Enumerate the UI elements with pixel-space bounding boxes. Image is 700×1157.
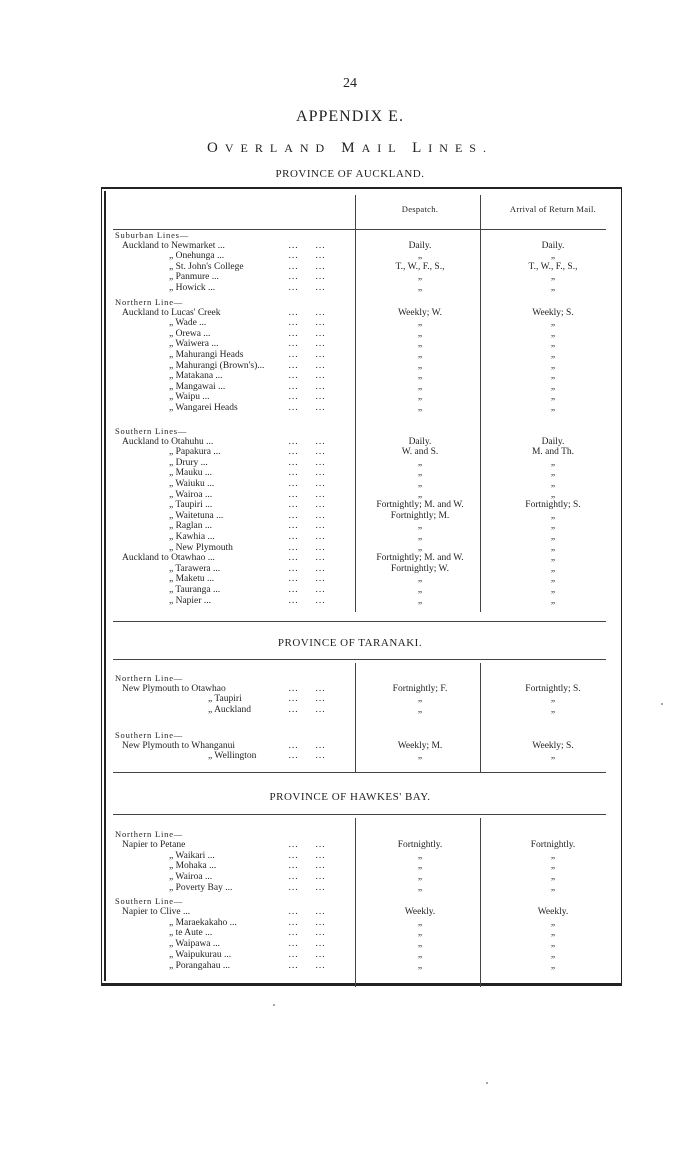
arrival-cell: „ bbox=[550, 960, 556, 971]
despatch-cell: „ bbox=[417, 283, 423, 293]
route-label: „ Waipukurau ... bbox=[169, 950, 232, 960]
arrival-cell: Weekly; S. bbox=[532, 307, 574, 318]
leader-dots: ... ... bbox=[288, 950, 326, 960]
leader-dots: ... ... bbox=[288, 553, 326, 564]
arrival-cell: Daily. bbox=[541, 240, 565, 251]
despatch-cell: „ bbox=[417, 939, 423, 950]
leader-dots: ... ... bbox=[288, 381, 326, 392]
route-label: Napier to Petane bbox=[122, 839, 186, 850]
route-label: „ Wellington bbox=[208, 751, 257, 762]
despatch-cell: „ bbox=[417, 489, 423, 500]
arrival-cell: Fortnightly. bbox=[530, 839, 576, 850]
leader-dots: ... ... bbox=[288, 939, 326, 950]
province-rule bbox=[113, 814, 606, 815]
route-label: „ Auckland bbox=[208, 705, 252, 716]
route-label: „ Waiuku ... bbox=[169, 479, 215, 489]
despatch-cell: Fortnightly; W. bbox=[390, 563, 450, 574]
route-label: „ Orewa ... bbox=[169, 328, 211, 339]
despatch-cell: „ bbox=[417, 339, 423, 350]
route-label: „ Mangawai ... bbox=[169, 381, 226, 392]
despatch-cell: Fortnightly; M. bbox=[390, 510, 450, 521]
scan-speck bbox=[661, 703, 663, 705]
leader-dots: ... ... bbox=[288, 371, 326, 382]
leader-dots: ... ... bbox=[288, 521, 326, 532]
route-label: „ Wangarei Heads bbox=[169, 403, 238, 413]
arrival-cell: „ bbox=[550, 751, 556, 762]
route-label: Napier to Clive ... bbox=[122, 906, 191, 917]
despatch-cell: „ bbox=[417, 272, 423, 283]
leader-dots: ... ... bbox=[288, 240, 326, 251]
route-label: „ Waipawa ... bbox=[169, 939, 221, 950]
leader-dots: ... ... bbox=[288, 906, 326, 917]
despatch-cell: „ bbox=[417, 595, 423, 606]
route-label: „ Porangahau ... bbox=[169, 960, 230, 971]
leader-dots: ... ... bbox=[288, 883, 326, 893]
route-label: „ Napier ... bbox=[169, 595, 211, 606]
route-label: „ Waipu ... bbox=[169, 392, 210, 403]
despatch-cell: „ bbox=[417, 928, 423, 939]
despatch-cell: Weekly. bbox=[404, 906, 436, 917]
despatch-cell: „ bbox=[417, 883, 423, 893]
arrival-cell: „ bbox=[550, 328, 556, 339]
leader-dots: ... ... bbox=[288, 694, 326, 705]
despatch-cell: „ bbox=[417, 521, 423, 532]
leader-dots: ... ... bbox=[288, 328, 326, 339]
leader-dots: ... ... bbox=[288, 283, 326, 293]
despatch-cell: Fortnightly; M. and W. bbox=[376, 500, 464, 511]
despatch-cell: „ bbox=[417, 479, 423, 489]
route-label: „ Onehunga ... bbox=[169, 251, 225, 262]
scan-speck bbox=[486, 1082, 488, 1084]
despatch-column-header: Despatch. bbox=[401, 204, 439, 214]
arrival-cell: „ bbox=[550, 872, 556, 883]
route-label: „ Mahurangi (Brown's)... bbox=[169, 360, 265, 371]
despatch-cell: „ bbox=[417, 360, 423, 371]
arrival-cell: „ bbox=[550, 542, 556, 553]
leader-dots: ... ... bbox=[288, 740, 326, 751]
despatch-cell: „ bbox=[417, 694, 423, 705]
route-label: Auckland to Newmarket ... bbox=[122, 240, 225, 251]
route-label: „ Mohaka ... bbox=[169, 861, 217, 872]
route-label: New Plymouth to Otawhao bbox=[122, 683, 226, 694]
arrival-column-header: Arrival of Return Mail. bbox=[509, 204, 597, 214]
route-label: „ Drury ... bbox=[169, 457, 208, 468]
leader-dots: ... ... bbox=[288, 872, 326, 883]
leader-dots: ... ... bbox=[288, 339, 326, 350]
despatch-cell: „ bbox=[417, 403, 423, 413]
route-label: „ Tauranga ... bbox=[169, 585, 221, 595]
arrival-cell: „ bbox=[550, 883, 556, 893]
leader-dots: ... ... bbox=[288, 251, 326, 262]
despatch-cell: Fortnightly; F. bbox=[392, 683, 448, 694]
despatch-cell: „ bbox=[417, 392, 423, 403]
despatch-cell: T., W., F., S., bbox=[395, 261, 445, 272]
province-rule bbox=[113, 772, 606, 773]
leader-dots: ... ... bbox=[288, 839, 326, 850]
despatch-cell: „ bbox=[417, 574, 423, 585]
leader-dots: ... ... bbox=[288, 392, 326, 403]
despatch-cell: Daily. bbox=[408, 240, 432, 251]
arrival-cell: „ bbox=[550, 360, 556, 371]
route-label: „ Howick ... bbox=[169, 283, 216, 293]
section-heading: Northern Line— bbox=[115, 829, 184, 839]
route-label: „ Kawhia ... bbox=[169, 532, 215, 542]
despatch-cell: „ bbox=[417, 705, 423, 716]
leader-dots: ... ... bbox=[288, 489, 326, 500]
arrival-cell: „ bbox=[550, 272, 556, 283]
section-heading: Northern Line— bbox=[115, 297, 184, 307]
route-label: „ Waitetuna ... bbox=[169, 510, 224, 521]
leader-dots: ... ... bbox=[288, 595, 326, 606]
arrival-cell: „ bbox=[550, 457, 556, 468]
despatch-cell: „ bbox=[417, 751, 423, 762]
section-heading: Southern Lines— bbox=[115, 426, 188, 436]
leader-dots: ... ... bbox=[288, 318, 326, 329]
arrival-cell: „ bbox=[550, 563, 556, 574]
despatch-cell: Fortnightly; M. and W. bbox=[376, 553, 464, 564]
arrival-cell: „ bbox=[550, 928, 556, 939]
route-label: „ Papakura ... bbox=[169, 447, 221, 458]
despatch-cell: „ bbox=[417, 585, 423, 595]
route-label: „ Mahurangi Heads bbox=[169, 350, 244, 360]
despatch-cell: Daily. bbox=[408, 436, 432, 447]
despatch-cell: „ bbox=[417, 532, 423, 542]
leader-dots: ... ... bbox=[288, 447, 326, 458]
province-heading: PROVINCE OF AUCKLAND. bbox=[275, 168, 425, 180]
leader-dots: ... ... bbox=[288, 574, 326, 585]
arrival-cell: „ bbox=[550, 392, 556, 403]
leader-dots: ... ... bbox=[288, 307, 326, 318]
route-label: „ Panmure ... bbox=[169, 272, 219, 283]
route-label: „ Maraekakaho ... bbox=[169, 917, 237, 928]
despatch-cell: „ bbox=[417, 350, 423, 360]
route-label: „ te Aute ... bbox=[169, 928, 213, 939]
leader-dots: ... ... bbox=[288, 436, 326, 447]
arrival-cell: „ bbox=[550, 251, 556, 262]
arrival-cell: „ bbox=[550, 403, 556, 413]
province-rule bbox=[113, 659, 606, 660]
scan-speck bbox=[273, 1004, 275, 1006]
arrival-cell: „ bbox=[550, 339, 556, 350]
leader-dots: ... ... bbox=[288, 751, 326, 762]
route-label: Auckland to Otawhao ... bbox=[122, 553, 215, 564]
despatch-cell: „ bbox=[417, 542, 423, 553]
leader-dots: ... ... bbox=[288, 500, 326, 511]
route-label: „ Taupiri ... bbox=[169, 500, 213, 511]
province-heading: PROVINCE OF TARANAKI. bbox=[277, 637, 423, 649]
leader-dots: ... ... bbox=[288, 479, 326, 489]
leader-dots: ... ... bbox=[288, 917, 326, 928]
column-rule bbox=[355, 195, 356, 612]
leader-dots: ... ... bbox=[288, 542, 326, 553]
arrival-cell: „ bbox=[550, 489, 556, 500]
page-number: 24 bbox=[343, 76, 357, 91]
leader-dots: ... ... bbox=[288, 261, 326, 272]
route-label: „ Tarawera ... bbox=[169, 563, 221, 574]
arrival-cell: „ bbox=[550, 479, 556, 489]
arrival-cell: „ bbox=[550, 705, 556, 716]
section-heading: Suburban Lines— bbox=[115, 230, 190, 240]
route-label: „ Maketu ... bbox=[169, 574, 215, 585]
route-label: Auckland to Lucas' Creek bbox=[122, 307, 221, 318]
route-label: „ Wairoa ... bbox=[169, 872, 213, 883]
despatch-cell: „ bbox=[417, 850, 423, 861]
leader-dots: ... ... bbox=[288, 350, 326, 360]
route-label: „ Taupiri bbox=[208, 694, 242, 705]
despatch-cell: „ bbox=[417, 251, 423, 262]
column-rule bbox=[355, 818, 356, 987]
province-heading: PROVINCE OF HAWKES' BAY. bbox=[269, 791, 431, 803]
section-heading: Southern Line— bbox=[115, 730, 184, 740]
leader-dots: ... ... bbox=[288, 683, 326, 694]
route-label: „ Waiwera ... bbox=[169, 339, 219, 350]
route-label: „ Waikari ... bbox=[169, 850, 215, 861]
despatch-cell: „ bbox=[417, 371, 423, 382]
leader-dots: ... ... bbox=[288, 928, 326, 939]
despatch-cell: „ bbox=[417, 950, 423, 960]
route-label: „ Wade ... bbox=[169, 318, 207, 329]
route-label: „ Wairoa ... bbox=[169, 489, 213, 500]
despatch-cell: „ bbox=[417, 861, 423, 872]
arrival-cell: „ bbox=[550, 595, 556, 606]
leader-dots: ... ... bbox=[288, 272, 326, 283]
arrival-cell: „ bbox=[550, 371, 556, 382]
despatch-cell: W. and S. bbox=[401, 447, 439, 458]
despatch-cell: „ bbox=[417, 872, 423, 883]
arrival-cell: „ bbox=[550, 574, 556, 585]
arrival-cell: „ bbox=[550, 950, 556, 960]
route-label: „ St. John's College bbox=[169, 261, 244, 272]
arrival-cell: M. and Th. bbox=[531, 447, 575, 458]
column-rule bbox=[355, 663, 356, 772]
arrival-cell: „ bbox=[550, 318, 556, 329]
arrival-cell: T., W., F., S., bbox=[528, 261, 578, 272]
leader-dots: ... ... bbox=[288, 850, 326, 861]
despatch-cell: Fortnightly. bbox=[397, 839, 443, 850]
despatch-cell: Weekly; W. bbox=[397, 307, 443, 318]
arrival-cell: Weekly; S. bbox=[532, 740, 574, 751]
document-subtitle: OVERLAND MAIL LINES. bbox=[207, 140, 493, 156]
arrival-cell: „ bbox=[550, 939, 556, 950]
leader-dots: ... ... bbox=[288, 705, 326, 716]
arrival-cell: „ bbox=[550, 283, 556, 293]
despatch-cell: Weekly; M. bbox=[397, 740, 443, 751]
leader-dots: ... ... bbox=[288, 360, 326, 371]
leader-dots: ... ... bbox=[288, 457, 326, 468]
arrival-cell: „ bbox=[550, 850, 556, 861]
arrival-cell: „ bbox=[550, 694, 556, 705]
section-heading: Northern Line— bbox=[115, 673, 184, 683]
leader-dots: ... ... bbox=[288, 563, 326, 574]
arrival-cell: „ bbox=[550, 350, 556, 360]
leader-dots: ... ... bbox=[288, 510, 326, 521]
route-label: New Plymouth to Whanganui bbox=[122, 740, 236, 751]
arrival-cell: „ bbox=[550, 917, 556, 928]
arrival-cell: Daily. bbox=[541, 436, 565, 447]
arrival-cell: Fortnightly; S. bbox=[525, 683, 581, 694]
arrival-cell: Fortnightly; S. bbox=[525, 500, 581, 511]
arrival-cell: „ bbox=[550, 468, 556, 479]
route-label: „ Matakana ... bbox=[169, 371, 223, 382]
arrival-cell: „ bbox=[550, 381, 556, 392]
route-label: „ Poverty Bay ... bbox=[169, 883, 233, 893]
section-heading: Southern Line— bbox=[115, 896, 184, 906]
arrival-cell: „ bbox=[550, 861, 556, 872]
arrival-cell: „ bbox=[550, 521, 556, 532]
leader-dots: ... ... bbox=[288, 585, 326, 595]
leader-dots: ... ... bbox=[288, 468, 326, 479]
province-rule bbox=[113, 621, 606, 622]
route-label: „ New Plymouth bbox=[169, 542, 233, 553]
arrival-cell: „ bbox=[550, 553, 556, 564]
despatch-cell: „ bbox=[417, 468, 423, 479]
despatch-cell: „ bbox=[417, 318, 423, 329]
arrival-cell: Weekly. bbox=[537, 906, 569, 917]
leader-dots: ... ... bbox=[288, 532, 326, 542]
leader-dots: ... ... bbox=[288, 403, 326, 413]
despatch-cell: „ bbox=[417, 917, 423, 928]
appendix-title: APPENDIX E. bbox=[296, 108, 404, 125]
route-label: „ Raglan ... bbox=[169, 521, 213, 532]
leader-dots: ... ... bbox=[288, 960, 326, 971]
despatch-cell: „ bbox=[417, 457, 423, 468]
arrival-cell: „ bbox=[550, 510, 556, 521]
arrival-cell: „ bbox=[550, 532, 556, 542]
despatch-cell: „ bbox=[417, 960, 423, 971]
despatch-cell: „ bbox=[417, 328, 423, 339]
route-label: „ Mauku ... bbox=[169, 468, 213, 479]
despatch-cell: „ bbox=[417, 381, 423, 392]
route-label: Auckland to Otahuhu ... bbox=[122, 436, 214, 447]
arrival-cell: „ bbox=[550, 585, 556, 595]
leader-dots: ... ... bbox=[288, 861, 326, 872]
